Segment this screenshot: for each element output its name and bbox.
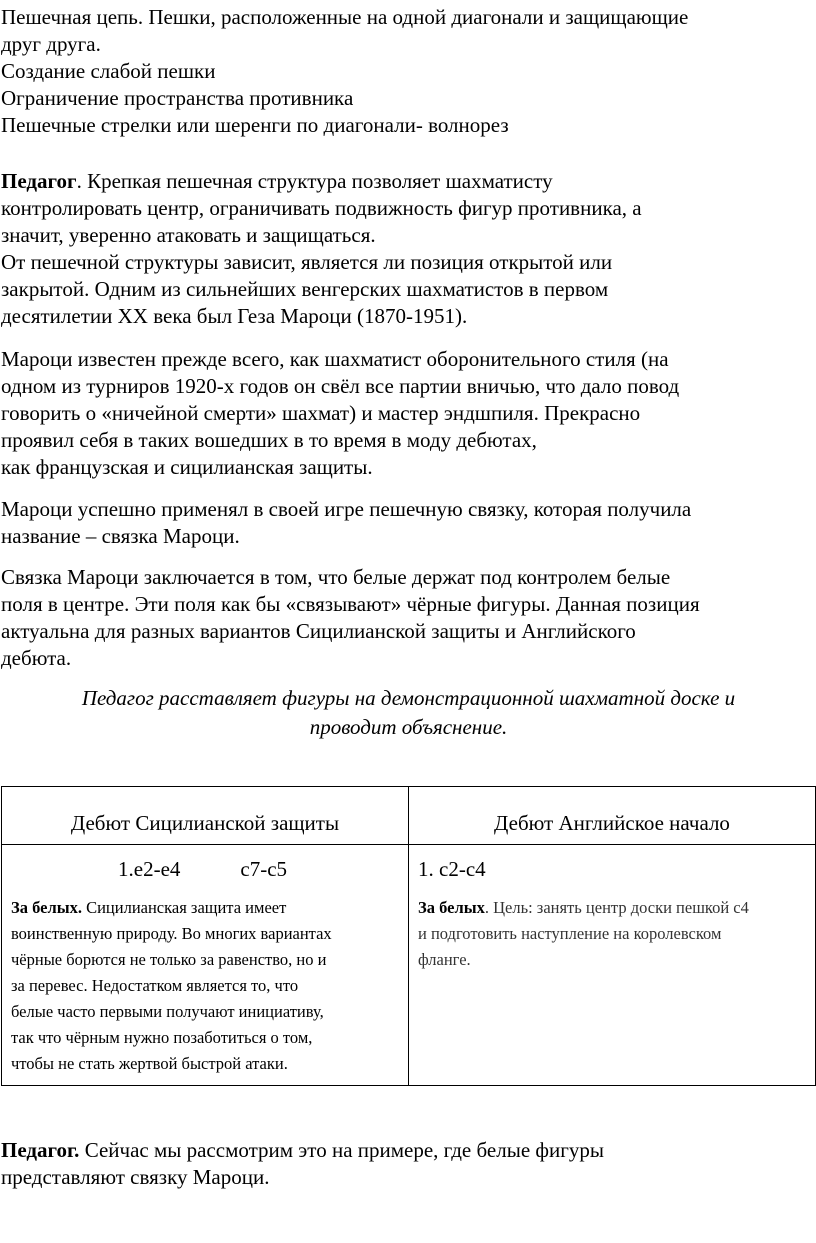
sicilian-description xyxy=(2,887,408,1077)
teacher-text: Сейчас мы рассмотрим это на примере, где белые фигуры xyxy=(79,1138,604,1162)
paragraph-line: одном из турниров 1920-х годов он свёл все партии вничью, что дало повод xyxy=(1,374,680,398)
teacher-line: контролировать центр, ограничивать подвижность фигур противника, а xyxy=(1,196,642,220)
description-text: . Цель: занять центр доски пешкой c4 xyxy=(484,898,749,917)
for-white-label: За белых. xyxy=(11,898,82,917)
teacher-text: . Крепкая пешечная структура позволяет шахматисту xyxy=(76,169,553,193)
intro-block xyxy=(0,4,816,139)
stage-note-line: проводит объяснение. xyxy=(309,715,508,739)
paragraph-line: как французская и сицилианская защиты. xyxy=(1,455,373,479)
table-row xyxy=(2,845,816,1086)
description-text: Сицилианская защита имеет xyxy=(81,898,287,917)
english-header: Дебют Английское начало xyxy=(494,810,730,835)
paragraph-line: актуальна для разных вариантов Сицилианской защиты и Английского xyxy=(1,619,636,643)
paragraph-line: Связка Мароци заключается в том, что белые держат под контролем белые xyxy=(1,565,671,589)
description-line: за перевес. Недостатком является то, что xyxy=(11,976,299,995)
paragraph-line: дебюта. xyxy=(1,646,72,670)
paragraph-line: название – связка Мароци. xyxy=(1,524,240,548)
stage-note xyxy=(0,684,816,742)
description-line: белые часто первыми получают инициативу, xyxy=(11,1002,324,1021)
teacher-line: От пешечной структуры зависит, является ли позиция открытой или xyxy=(1,250,613,274)
intro-line: Создание слабой пешки xyxy=(1,59,216,83)
teacher-line: значит, уверенно атаковать и защищаться. xyxy=(1,223,376,247)
intro-line: друг друга. xyxy=(1,32,101,56)
for-white-label: За белых xyxy=(418,898,485,917)
sicilian-cell xyxy=(2,845,409,1086)
description-line: чёрные борются не только за равенство, но и xyxy=(11,950,327,969)
description-line: фланге. xyxy=(418,950,471,969)
intro-line: Пешечная цепь. Пешки, расположенные на одной диагонали и защищающие xyxy=(1,5,689,29)
english-cell xyxy=(409,845,816,1086)
black-move: c7-c5 xyxy=(240,857,288,881)
bind-explanation-paragraph xyxy=(0,564,816,672)
teacher-line: десятилетии XX века был Геза Мароци (1870-1951). xyxy=(1,304,468,328)
teacher-label: Педагог xyxy=(1,169,77,193)
paragraph-line: Мароци успешно применял в своей игре пешечную связку, которая получила xyxy=(1,497,692,521)
teacher-paragraph-1 xyxy=(0,168,816,330)
description-line: и подготовить наступление на королевском xyxy=(418,924,722,943)
openings-table xyxy=(1,786,816,1086)
teacher-line xyxy=(0,1137,816,1164)
sicilian-moves xyxy=(2,845,408,887)
teacher-line: представляют связку Мароци. xyxy=(1,1165,270,1189)
table-header-cell xyxy=(409,787,816,845)
table-header-row xyxy=(2,787,816,845)
description-line: чтобы не стать жертвой быстрой атаки. xyxy=(11,1054,288,1073)
teacher-line: закрытой. Одним из сильнейших венгерских шахматистов в первом xyxy=(1,277,609,301)
teacher-paragraph-2 xyxy=(0,1137,816,1191)
bind-paragraph xyxy=(0,496,816,550)
description-line xyxy=(11,895,396,921)
table-header-cell xyxy=(2,787,409,845)
teacher-line xyxy=(0,168,816,195)
paragraph-line: Мароци известен прежде всего, как шахматист оборонительного стиля (на xyxy=(1,347,669,371)
description-line: воинственную природу. Во многих вариантах xyxy=(11,924,332,943)
stage-note-line: Педагог расставляет фигуры на демонстрационной шахматной доске и xyxy=(81,686,736,710)
intro-line: Ограничение пространства противника xyxy=(1,86,354,110)
english-description xyxy=(409,887,815,973)
intro-line: Пешечные стрелки или шеренги по диагонали- волнорез xyxy=(1,113,509,137)
english-moves: 1. c2-c4 xyxy=(418,857,486,881)
paragraph-line: поля в центре. Эти поля как бы «связывают» чёрные фигуры. Данная позиция xyxy=(1,592,700,616)
paragraph-line: проявил себя в таких вошедших в то время в моду дебютах, xyxy=(1,428,537,452)
description-line: так что чёрным нужно позаботиться о том, xyxy=(11,1028,313,1047)
teacher-label: Педагог. xyxy=(1,1138,80,1162)
sicilian-header: Дебют Сицилианской защиты xyxy=(70,810,340,835)
maroczy-paragraph xyxy=(0,346,816,481)
description-line xyxy=(418,895,803,921)
paragraph-line: говорить о «ничейной смерти» шахмат) и мастер эндшпиля. Прекрасно xyxy=(1,401,641,425)
white-move: 1.e2-e4 xyxy=(118,857,181,881)
